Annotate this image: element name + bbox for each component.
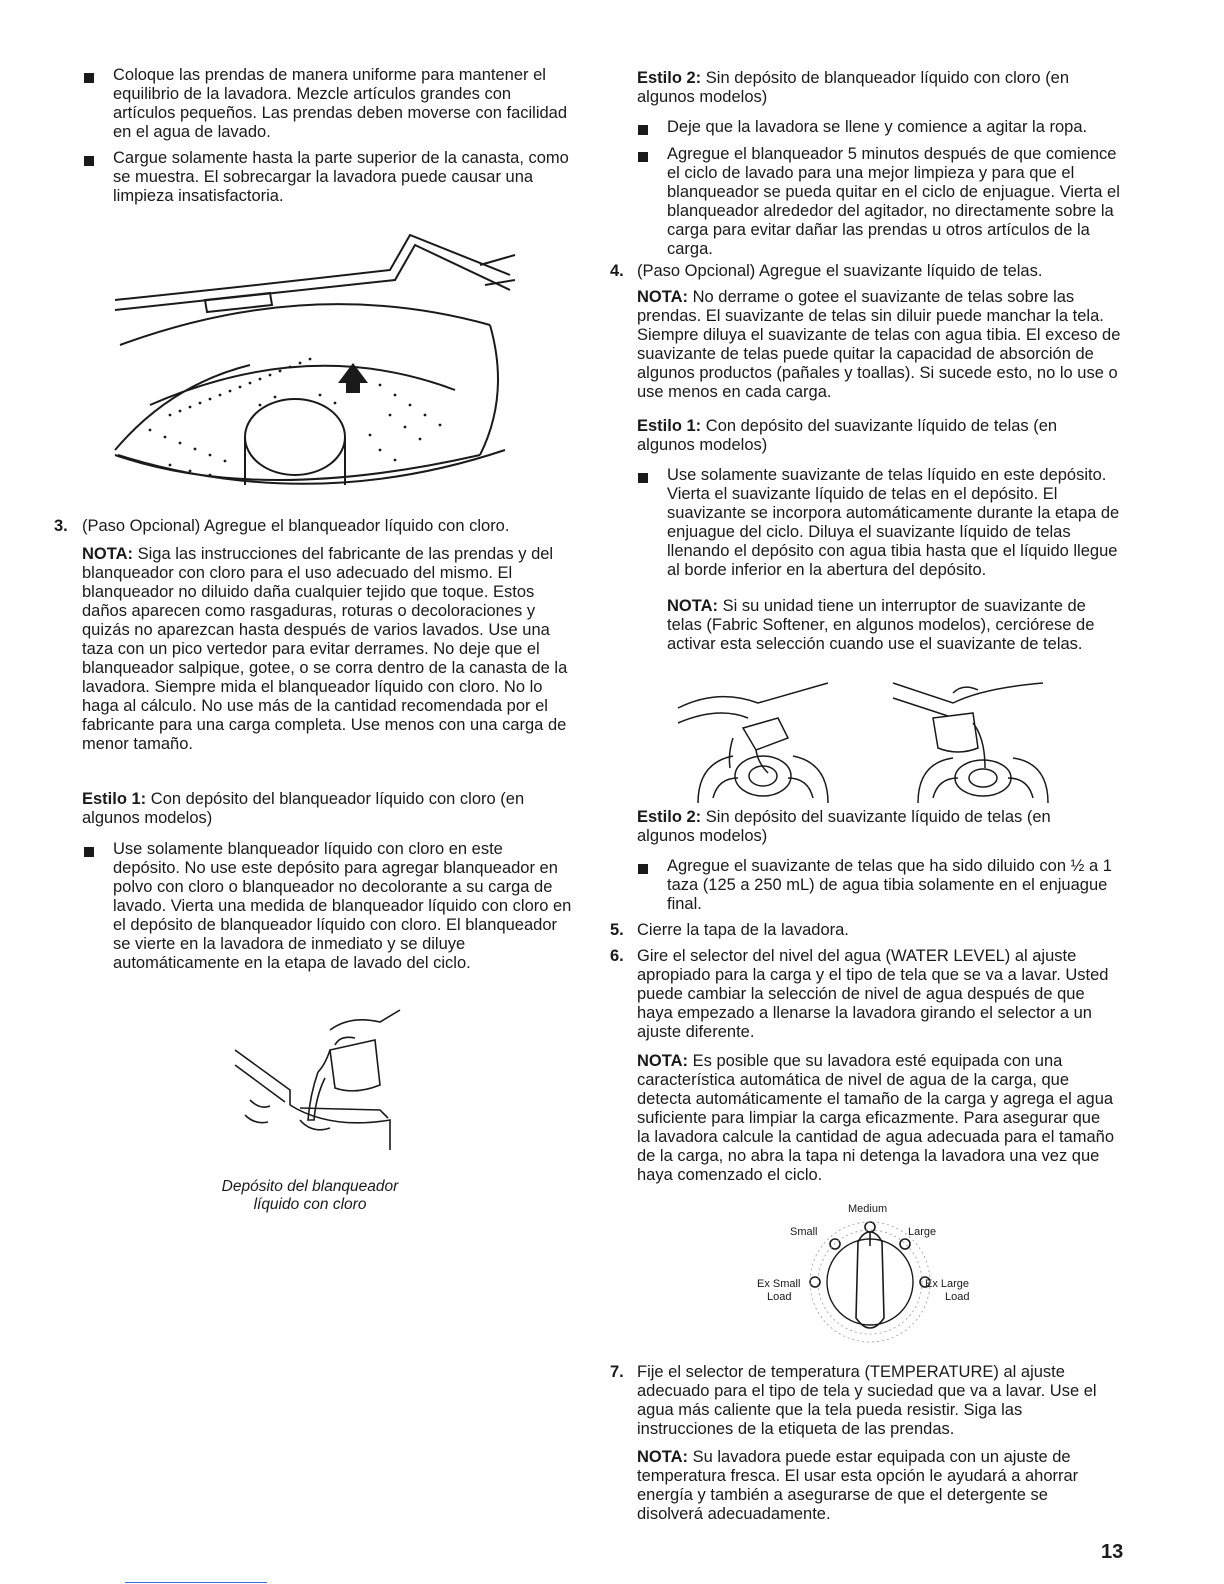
- dial-label-medium: Medium: [848, 1203, 888, 1215]
- softener-pouring-illustration-right: [893, 678, 1063, 803]
- step-7-text: Fije el selector de temperatura (TEMPERATURE) al ajuste adecuado para el tipo de tela y suciedad que va a lavar. Use el agua más caliente que la tela pueda resistir. Siga las instrucciones de la etiqueta de las prendas.: [637, 1363, 1097, 1438]
- note-label: NOTA:: [637, 1052, 689, 1070]
- style-label: Estilo 2:: [637, 808, 702, 826]
- load-limit-paragraph: Cargue solamente hasta la parte superior de la canasta, como se muestra. El sobrecargar la lavadora puede causar una limpieza insatisfactoria.: [113, 149, 569, 205]
- softener-dispenser-paragraph: Use solamente suavizante de telas líquido en este depósito. Vierta el suavizante líquido de telas en el depósito. El suavizante se incorpora automáticamente durante la etapa de enjuague del ciclo. Diluya el suavizante líquido de telas llenando el depósito con agua tibia hasta que el líquido llegue al borde inferior en la abertura del depósito.: [667, 466, 1120, 579]
- dial-label-ex-small-load: Load: [767, 1291, 792, 1303]
- page-number: 13: [1101, 1541, 1124, 1563]
- style-label: Estilo 2:: [637, 69, 702, 87]
- note-label: NOTA:: [637, 288, 689, 306]
- dial-label-ex-large-load: Load: [945, 1291, 970, 1303]
- softener-style-1: [637, 417, 1097, 455]
- step-7-number: 7.: [610, 1363, 624, 1381]
- note-label: NOTA:: [637, 1448, 689, 1466]
- diluted-softener-paragraph: Agregue el suavizante de telas que ha sido diluido con ½ a 1 taza (125 a 250 mL) de agua tibia solamente en el enjuague final.: [667, 857, 1112, 913]
- step-3-style-1: [82, 790, 562, 828]
- step-3-note: [82, 545, 572, 754]
- step-4-text: (Paso Opcional) Agregue el suavizante líquido de telas.: [637, 262, 1043, 280]
- caption-line-1: Depósito del blanqueador: [221, 1178, 399, 1195]
- step-6-number: 6.: [610, 947, 624, 965]
- bleach-pouring-illustration: [230, 1010, 400, 1170]
- dial-label-ex-small: Ex Small: [757, 1278, 801, 1290]
- step-4-number: 4.: [610, 262, 624, 280]
- step-5-number: 5.: [610, 921, 624, 939]
- step-4-note: [637, 288, 1127, 402]
- style-label: Estilo 1:: [637, 417, 702, 435]
- step-3-text: (Paso Opcional) Agregue el blanqueador líquido con cloro.: [82, 517, 510, 535]
- bullet-marker: [638, 864, 648, 874]
- step-6-text: Gire el selector del nivel del agua (WATER LEVEL) al ajuste apropiado para la carga y el tipo de tela que se va a lavar. Usted puede cambiar la selección de nivel de agua después de que haya empezado a llenarse la lavadora girando el selector a un ajuste diferente.: [637, 947, 1109, 1041]
- bullet-marker: [638, 152, 648, 162]
- note-label: NOTA:: [667, 597, 719, 615]
- step-3-number: 3.: [54, 517, 68, 535]
- bullet-marker: [84, 73, 94, 83]
- step-6-note: [637, 1052, 1117, 1185]
- style-label: Estilo 1:: [82, 790, 147, 808]
- softener-style-2: [637, 808, 1077, 846]
- note-label: NOTA:: [82, 545, 134, 563]
- bullet-marker: [638, 473, 648, 483]
- bullet-marker: [84, 156, 94, 166]
- style-2-description: Sin depósito del suavizante líquido de telas (en algunos modelos): [637, 808, 1051, 845]
- softener-pouring-illustration-left: [678, 678, 848, 803]
- dial-label-ex-large: Ex Large: [925, 1278, 970, 1290]
- bleach-dispenser-paragraph: Use solamente blanqueador líquido con cloro en este depósito. No use este depósito para agregar blanqueador en polvo con cloro o blanqueador no decolorante a su carga de lavado. Vierta una medida de blanqueador líquido con cloro en el depósito de blanqueador líquido con cloro. El blanqueador se vierte en la lavadora de inmediato y se diluye automáticamente en la etapa de lavado del ciclo.: [113, 840, 572, 972]
- bleach-style-2: [637, 69, 1107, 107]
- footer-rule: [125, 1582, 267, 1583]
- style-1-description: Con depósito del suavizante líquido de telas (en algunos modelos): [637, 417, 1058, 454]
- water-level-dial: [745, 1198, 975, 1338]
- bleach-dispenser-caption: [180, 1178, 440, 1214]
- step-3-note-text: Siga las instrucciones del fabricante de las prendas y del blanqueador con cloro para el uso adecuado del mismo. El blanqueador no diluido daña cualquier tejido que toque. Estos daños aparecen como rasgaduras, roturas o decoloraciones y quizás no aparezcan hasta después de varios lavados. Use una taza con un pico vertedor para evitar derrames. No deje que el blanqueador salpique, gotee, o se corra dentro de la canasta de la lavadora. Siempre mida el blanqueador líquido con cloro. No lo haga al cálculo. No use más de la cantidad recomendada por el fabricante para una carga completa. Use menos con una carga de menor tamaño.: [82, 545, 568, 753]
- bullet-marker: [638, 125, 648, 135]
- load-evenly-paragraph: Coloque las prendas de manera uniforme para mantener el equilibrio de la lavadora. Mezcle artículos grandes con artículos pequeños. Las prendas deben moverse con facilidad en el agua de lavado.: [113, 66, 568, 141]
- step-7-note-text: Su lavadora puede estar equipada con un ajuste de temperatura fresca. El usar esta opción le ayudará a ahorrar energía y también a asegurarse de que el detergente se disolverá adecuadamente.: [637, 1448, 1079, 1523]
- caption-line-2: líquido con cloro: [253, 1196, 367, 1213]
- dial-label-small: Small: [790, 1226, 818, 1238]
- fill-and-agitate-paragraph: Deje que la lavadora se llene y comience a agitar la ropa.: [667, 118, 1088, 136]
- style-2-description: Sin depósito de blanqueador líquido con cloro (en algunos modelos): [637, 69, 1070, 106]
- step-4-note-text: No derrame o gotee el suavizante de telas sobre las prendas. El suavizante de telas sin diluir puede manchar la tela. Siempre diluya el suavizante de telas con agua tibia. El exceso de suavizante de telas puede quitar la capacidad de absorción de algunos productos (pañales y toallas). Si sucede esto, no lo use o use menos en cada carga.: [637, 288, 1121, 401]
- step-6-note-text: Es posible que su lavadora esté equipada con una característica automática de nivel de agua de la carga, que detecta automáticamente el tamaño de la carga y agrega el agua suficiente para limpiar la carga eficazmente. Para asegurar que la lavadora calcule la cantidad de agua adecuada para el tamaño de la carga, no abra la tapa ni detenga la lavadora una vez que haya comenzado el ciclo.: [637, 1052, 1115, 1184]
- step-5-text: Cierre la tapa de la lavadora.: [637, 921, 849, 939]
- bullet-marker: [84, 847, 94, 857]
- step-7-note: [637, 1448, 1097, 1524]
- style-1-description: Con depósito del blanqueador líquido con cloro (en algunos modelos): [82, 790, 525, 827]
- softener-switch-note-text: Si su unidad tiene un interruptor de suavizante de telas (Fabric Softener, en algunos modelos), cerciórese de activar esta selección cuando use el suavizante de telas.: [667, 597, 1095, 653]
- add-bleach-paragraph: Agregue el blanqueador 5 minutos después de que comience el ciclo de lavado para una mejor limpieza y para que el blanqueador se pueda quitar en el ciclo de enjuague. Vierta el blanqueador alrededor del agitador, no directamente sobre la carga para evitar dañar las prendas u otros artículos de la carga.: [667, 145, 1120, 258]
- dial-label-large: Large: [908, 1226, 937, 1238]
- softener-switch-note: [667, 597, 1107, 654]
- washer-basket-illustration: [110, 215, 520, 495]
